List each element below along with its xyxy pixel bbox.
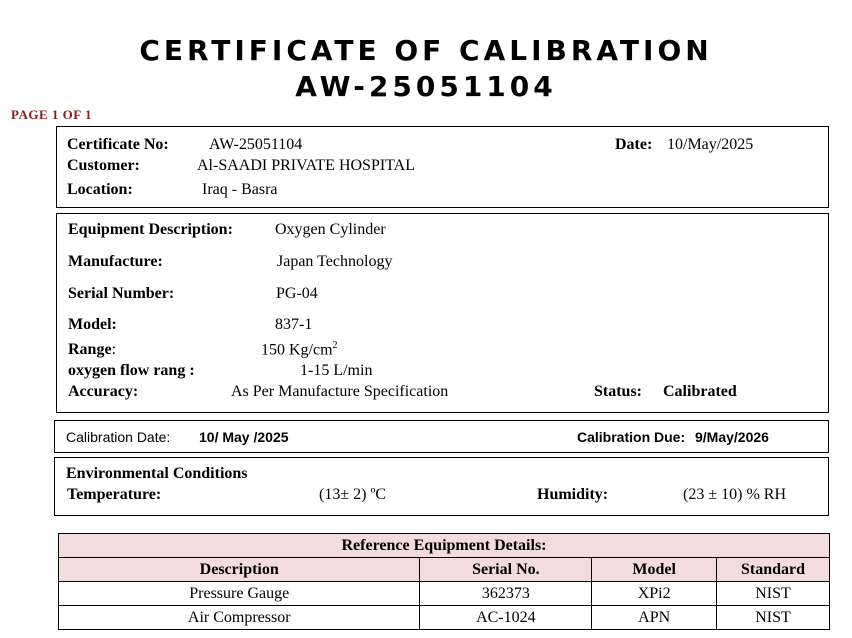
range-value [261,340,338,359]
model-label: Model: [68,316,117,333]
accuracy-value: As Per Manufacture Specification [231,383,449,400]
column-header-serial: Serial No. [420,558,592,582]
humidity-label: Humidity: [537,486,609,503]
cell-serial: AC-1024 [420,606,592,630]
customer-label: Customer: [67,157,140,174]
status-label: Status: [594,383,643,400]
cert-no-value: AW-25051104 [209,136,303,153]
oxygen-flow-label: oxygen flow rang : [68,362,195,379]
temperature-label: Temperature: [67,486,162,503]
location-value: Iraq - Basra [202,181,278,198]
table-row [59,606,830,630]
date-label: Date: [615,136,653,153]
page-indicator: PAGE 1 OF 1 [11,107,92,122]
environment-heading: Environmental Conditions [66,465,248,482]
humidity-value: (23 ± 10) % RH [683,486,786,503]
equipment-description-label: Equipment Description: [68,221,233,238]
column-header-standard: Standard [717,558,830,582]
column-header-description: Description [59,558,420,582]
range-exponent: 2 [332,340,338,351]
table-row [59,582,830,606]
cell-standard: NIST [717,582,830,606]
reference-equipment-table [58,533,830,630]
cell-model: APN [592,606,717,630]
manufacture-value: Japan Technology [277,253,393,270]
serial-number-value: PG-04 [276,285,318,302]
cell-description: Air Compressor [59,606,420,630]
customer-value: Al-SAADI PRIVATE HOSPITAL [197,157,415,174]
cell-model: XPi2 [592,582,717,606]
range-number: 150 Kg/cm [261,341,333,359]
equipment-description-value: Oxygen Cylinder [275,221,386,238]
oxygen-flow-value: 1-15 L/min [300,362,373,379]
calibration-due-label: Calibration Due: [577,429,686,445]
calibration-due-value: 9/May/2026 [695,429,769,445]
certificate-number-title: AW-25051104 [295,70,557,103]
calibration-date-label: Calibration Date: [66,429,171,445]
reference-table-caption: Reference Equipment Details: [59,534,830,558]
date-value: 10/May/2025 [667,136,754,153]
certificate-title: CERTIFICATE OF CALIBRATION [139,34,713,67]
cell-description: Pressure Gauge [59,582,420,606]
cert-no-label: Certificate No: [67,136,169,153]
serial-number-label: Serial Number: [68,285,175,302]
model-value: 837-1 [275,316,313,333]
temperature-value: (13± 2) ºC [319,486,387,503]
accuracy-label: Accuracy: [68,383,139,400]
manufacture-label: Manufacture: [68,253,163,270]
range-label: Range: [68,341,117,358]
location-label: Location: [67,181,133,198]
cell-serial: 362373 [420,582,592,606]
column-header-model: Model [592,558,717,582]
calibration-date-value: 10/ May /2025 [199,429,289,445]
cell-standard: NIST [717,606,830,630]
status-value: Calibrated [663,383,737,400]
